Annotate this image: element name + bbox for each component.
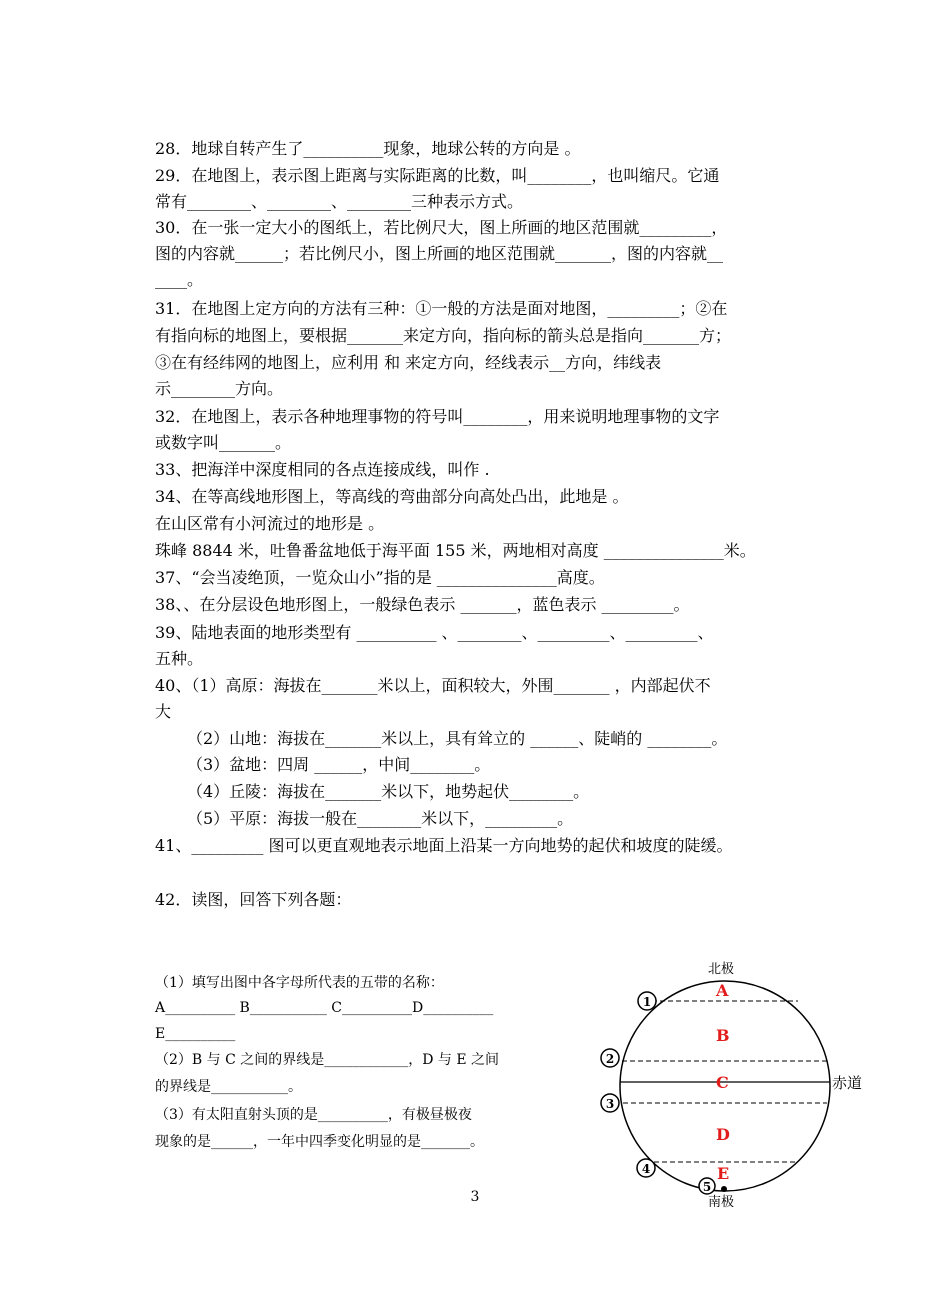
q31-line-3: ③在有经纬网的地图上，应利用 和 来定方向，经线表示__方向，纬线表	[155, 353, 662, 372]
q30-line-2: 图的内容就______；若比例尺小，图上所画的地区范围就_______，图的内容就__	[155, 244, 724, 263]
q42-sub1-answer-e: E__________	[155, 1026, 236, 1042]
earth-zones-diagram	[600, 955, 880, 1215]
q30-line-3: ____。	[155, 270, 204, 289]
marker-2	[601, 1049, 619, 1067]
q42-sub2-line-1: （2）B 与 C 之间的界线是____________，D 与 E 之间	[155, 1052, 500, 1068]
q42-sub2-line-2: 的界线是___________。	[155, 1079, 302, 1095]
zone-e-label: E	[717, 1164, 730, 1183]
q41-line: 41、_________ 图可以更直观地表示地面上沿某一方向地势的起伏和坡度的陡缓。	[155, 836, 733, 855]
q42-sub1: （1）填写出图中各字母所代表的五带的名称：	[155, 975, 444, 991]
q34-line-2: 在山区常有小河流过的地形是 。	[155, 514, 385, 533]
q40-sub-5: （5）平原：海拔一般在________米以下，_________。	[187, 809, 574, 828]
q39-line-2: 五种。	[155, 649, 204, 668]
svg-text:4: 4	[641, 1162, 651, 1176]
q31-line-1: 31．在地图上定方向的方法有三种：①一般的方法是面对地图，_________；②在	[155, 299, 728, 318]
marker-4	[637, 1159, 655, 1177]
q40-sub-2: （2）山地：海拔在_______米以上，具有耸立的 ______、陡峭的 ________。	[187, 729, 728, 748]
q38-line: 38、、在分层设色地形图上，一般绿色表示 _______，蓝色表示 _________。	[155, 595, 690, 614]
q39-line-1: 39、陆地表面的地形类型有 __________ 、________、_________、_________、	[155, 623, 714, 642]
q33-line: 33、把海洋中深度相同的各点连接成线，叫作 .	[155, 460, 490, 479]
q37-line: 37、“会当凌绝顶，一览众山小”指的是 _______________高度。	[155, 568, 605, 587]
page-number: 3	[470, 1189, 480, 1205]
zone-b-label: B	[716, 1026, 730, 1045]
svg-text:2: 2	[605, 1052, 615, 1066]
q32-line-2: 或数字叫_______。	[155, 433, 292, 452]
south-pole-label: 南极	[708, 1195, 735, 1210]
q42-sub1-answers: A__________ B___________ C__________D__________	[155, 1000, 494, 1016]
north-pole-label: 北极	[708, 962, 735, 977]
svg-text:3: 3	[605, 1097, 615, 1111]
svg-text:1: 1	[642, 995, 652, 1009]
q35-line: 珠峰 8844 米，吐鲁番盆地低于海平面 155 米，两地相对高度 _______________米。	[155, 541, 756, 560]
q29-line-2: 常有________、________、________三种表示方式。	[155, 192, 524, 211]
svg-text:5: 5	[702, 1180, 712, 1194]
marker-1	[638, 992, 656, 1010]
zone-c-label: C	[716, 1073, 729, 1092]
q40-sub-4: （4）丘陵：海拔在_______米以下，地势起伏________。	[187, 782, 590, 801]
q32-line-1: 32．在地图上，表示各种地理事物的符号叫________，用来说明地理事物的文字	[155, 407, 720, 426]
q42-sub3-line-1: （3）有太阳直射头顶的是__________，有极昼极夜	[155, 1107, 472, 1123]
zone-d-label: D	[716, 1125, 730, 1144]
q42-sub3-line-2: 现象的是______，一年中四季变化明显的是_______。	[155, 1134, 484, 1150]
q34-line-1: 34、在等高线地形图上，等高线的弯曲部分向高处凸出，此地是 。	[155, 487, 629, 506]
marker-3	[601, 1094, 619, 1112]
q42-line: 42．读图，回答下列各题：	[155, 890, 352, 909]
q40-line-1: 40、（1）高原：海拔在_______米以上，面积较大，外围_______ ，内部起伏不	[155, 676, 711, 695]
equator-label: 赤道	[832, 1074, 863, 1092]
q29-line-1: 29．在地图上，表示图上距离与实际距离的比数，叫________，也叫缩尺。它通	[155, 166, 720, 185]
zone-a-label: A	[716, 981, 729, 1000]
q30-line-1: 30．在一张一定大小的图纸上，若比例尺大，图上所画的地区范围就_________，	[155, 218, 728, 237]
q40-sub-3: （3）盆地：四周 ______，中间________。	[187, 755, 491, 774]
q31-line-4: 示________方向。	[155, 379, 284, 398]
q40-line-2: 大	[155, 702, 172, 721]
q28-line: 28．地球自转产生了__________现象，地球公转的方向是 。	[155, 139, 581, 158]
q31-line-2: 有指向标的地图上，要根据_______来定方向，指向标的箭头总是指向_______方；	[155, 326, 732, 345]
